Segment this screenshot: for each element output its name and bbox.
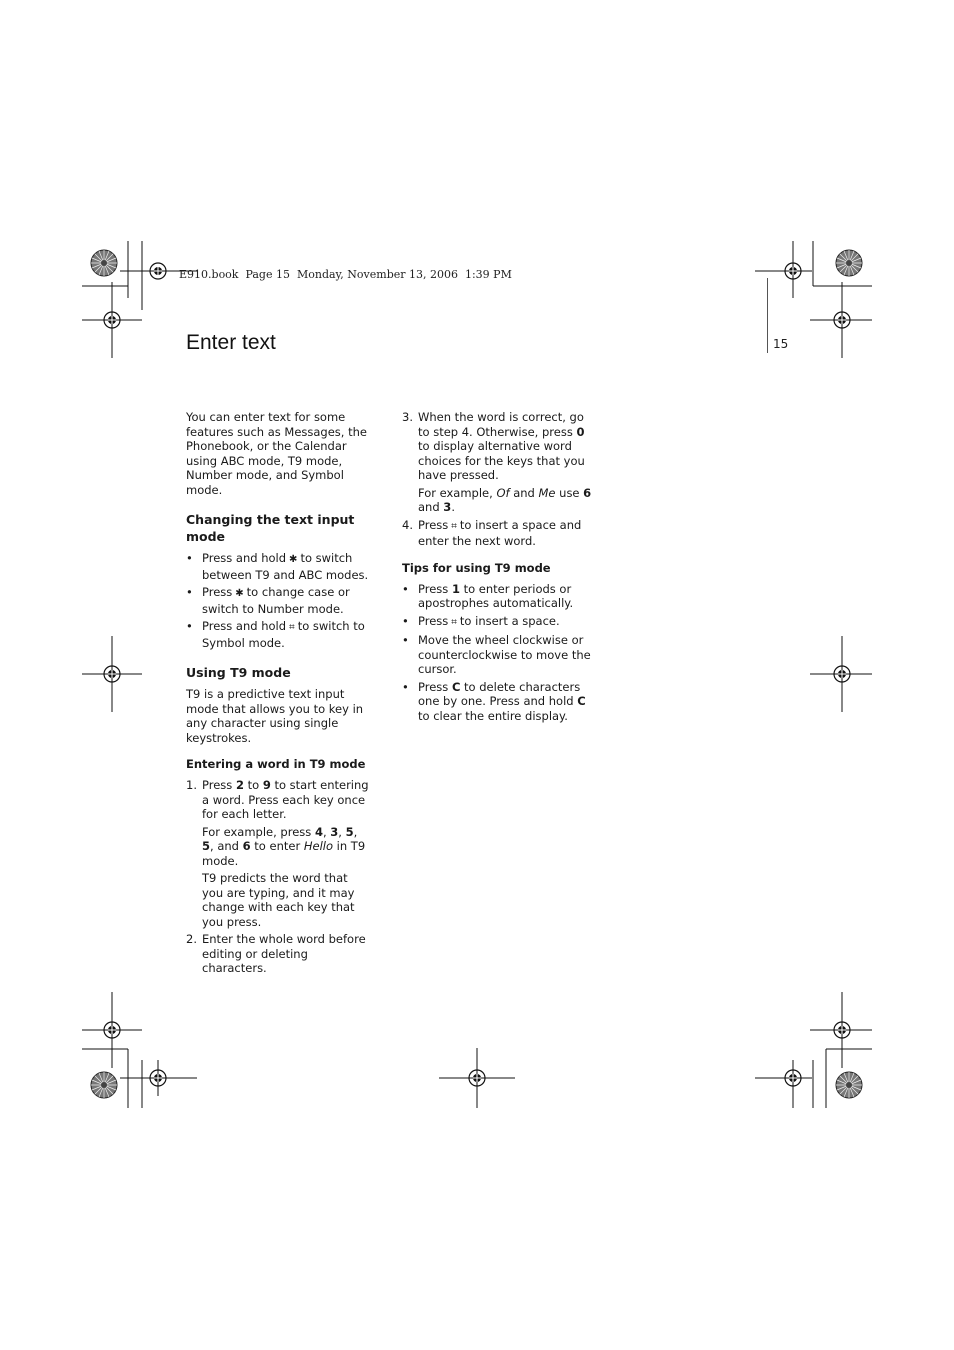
hash-key-icon: ⌗ — [451, 616, 457, 628]
star-key-icon: ✱ — [289, 554, 298, 565]
step-2: 2. Enter the whole word before editing or deleting characters. — [186, 932, 366, 975]
tips-heading: Tips for using T9 mode — [402, 560, 551, 575]
list-item: • Press and hold ✱ to switch between T9 and ABC modes. — [186, 551, 369, 582]
left-column — [186, 410, 371, 979]
intro-paragraph: You can enter text for some features such as Messages, the Phonebook, or the Calendar using ABC mode, T9 mode, Number mode, and Symbol mode. — [186, 410, 367, 497]
list-item: • Move the wheel clockwise or counterclockwise to move the cursor. — [402, 633, 591, 676]
t9-intro-paragraph: T9 is a predictive text input mode that allows you to key in any character using single keystrokes. — [186, 687, 364, 745]
star-key-icon: ✱ — [235, 588, 244, 599]
page-number: 15 — [773, 337, 789, 351]
steps-list — [186, 778, 371, 976]
steps-list-continued — [402, 410, 592, 549]
section-heading-t9-mode: Using T9 mode — [186, 665, 291, 680]
list-item: • Press 1 to enter periods or apostrophes automatically. — [402, 581, 574, 610]
mode-bullet-list — [186, 551, 371, 650]
step-3: 3. When the word is correct, go to step 4. Otherwise, press 0 to display alternative word choices for the keys that you have pressed. For example, Of and Me use 6 and 3. — [402, 410, 592, 514]
subheading-entering-word: Entering a word in T9 mode — [186, 757, 366, 771]
tips-list — [402, 582, 592, 724]
list-item: • Press C to delete characters one by one. Press and hold C to clear the entire display. — [402, 679, 586, 723]
step-4: 4. Press ⌗ to insert a space and enter the next word. — [402, 517, 582, 548]
page-title: Enter text — [186, 331, 276, 354]
list-item: • Press and hold ⌗ to switch to Symbol mode. — [186, 619, 365, 650]
hash-key-icon: ⌗ — [451, 520, 457, 532]
list-item: • Press ✱ to change case or switch to Number mode. — [186, 585, 350, 616]
hash-key-icon: ⌗ — [289, 622, 295, 633]
page-rule — [767, 278, 768, 353]
book-header-line: E910.book Page 15 Monday, November 13, 2006 1:39 PM — [179, 268, 512, 281]
section-heading-text-input-mode: Changing the text input mode — [186, 512, 355, 544]
right-column — [402, 410, 592, 726]
list-item: • Press ⌗ to insert a space. — [402, 614, 592, 631]
step-1: 1. Press 2 to 9 to start entering a word. Press each key once for each letter. For example, press 4, 3, 5, 5, and 6 to enter Hello in T9 mode. T9 predicts the word that you are typing, and it may change with each key that you press. — [186, 778, 369, 929]
